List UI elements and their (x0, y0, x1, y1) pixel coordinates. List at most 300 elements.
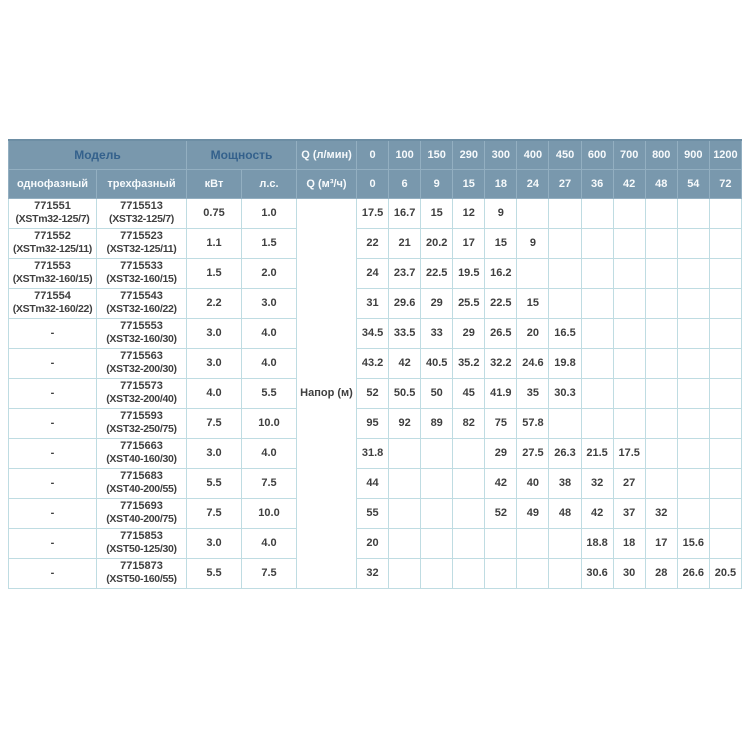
model-name: (XST40-160/30) (106, 453, 177, 465)
hp-cell: 1.5 (242, 228, 297, 258)
kw-cell: 5.5 (187, 468, 242, 498)
hp-cell: 7.5 (242, 468, 297, 498)
head-value-cell: 32.2 (485, 348, 517, 378)
model-code: 7715573 (120, 380, 163, 392)
header-row-sub (9, 169, 742, 198)
model-code: 771551 (34, 200, 71, 212)
model-name: (XST50-125/30) (106, 543, 177, 555)
model-name: (XST50-160/55) (106, 573, 177, 585)
kw-header: кВт (187, 169, 242, 198)
head-value-cell (581, 378, 613, 408)
q-lmin-value-cell: 100 (389, 140, 421, 169)
model-code: - (50, 476, 55, 489)
head-value-cell: 20 (357, 528, 389, 558)
pump-spec-table (8, 139, 742, 589)
head-value-cell (389, 438, 421, 468)
three-phase-header: трехфазный (97, 169, 187, 198)
model-code: 7715533 (120, 260, 163, 272)
head-value-cell (581, 228, 613, 258)
head-value-cell (581, 318, 613, 348)
head-value-cell (517, 528, 549, 558)
head-value-cell (453, 558, 485, 588)
model-code: 771552 (34, 230, 71, 242)
table-row (9, 408, 742, 438)
single-phase-cell (9, 558, 97, 588)
head-value-cell (453, 468, 485, 498)
q-lmin-header: Q (л/мин) (297, 140, 357, 169)
single-phase-cell (9, 288, 97, 318)
model-name: (XST32-200/40) (106, 393, 177, 405)
hp-cell: 7.5 (242, 558, 297, 588)
head-value-cell (549, 528, 581, 558)
head-value-cell (613, 228, 645, 258)
model-name: (XST32-200/30) (106, 363, 177, 375)
head-value-cell (709, 408, 741, 438)
head-value-cell: 32 (357, 558, 389, 588)
head-value-cell: 26.3 (549, 438, 581, 468)
table-row (9, 558, 742, 588)
single-phase-cell (9, 528, 97, 558)
head-value-cell (389, 528, 421, 558)
table-row (9, 288, 742, 318)
head-value-cell: 29.6 (389, 288, 421, 318)
hp-cell: 4.0 (242, 318, 297, 348)
head-value-cell: 15.6 (677, 528, 709, 558)
head-value-cell: 25.5 (453, 288, 485, 318)
head-value-cell: 38 (549, 468, 581, 498)
head-value-cell: 42 (581, 498, 613, 528)
q-m3h-value-cell: 24 (517, 169, 549, 198)
model-code: - (50, 566, 55, 579)
model-name: (XSTm32-160/22) (12, 303, 93, 315)
head-value-cell: 20.2 (421, 228, 453, 258)
head-value-cell: 28 (645, 558, 677, 588)
head-value-cell (421, 468, 453, 498)
table-row (9, 228, 742, 258)
head-value-cell: 21.5 (581, 438, 613, 468)
head-value-cell: 37 (613, 498, 645, 528)
model-code: - (50, 356, 55, 369)
model-code: 7715523 (120, 230, 163, 242)
head-label-cell: Напор (м) (297, 198, 357, 588)
single-phase-cell (9, 498, 97, 528)
head-value-cell (613, 408, 645, 438)
kw-cell: 3.0 (187, 348, 242, 378)
model-name: (XST32-125/7) (109, 213, 174, 225)
head-value-cell (613, 258, 645, 288)
head-value-cell: 15 (517, 288, 549, 318)
head-value-cell: 40 (517, 468, 549, 498)
head-value-cell: 19.5 (453, 258, 485, 288)
kw-cell: 1.5 (187, 258, 242, 288)
head-value-cell (613, 318, 645, 348)
single-phase-cell (9, 348, 97, 378)
head-value-cell (645, 348, 677, 378)
head-value-cell (517, 258, 549, 288)
hp-cell: 4.0 (242, 528, 297, 558)
head-value-cell (389, 558, 421, 588)
head-value-cell: 35.2 (453, 348, 485, 378)
table-row (9, 438, 742, 468)
table-row (9, 528, 742, 558)
head-value-cell (645, 288, 677, 318)
head-value-cell (645, 318, 677, 348)
three-phase-cell (97, 318, 187, 348)
head-value-cell (645, 438, 677, 468)
model-code: 7715683 (120, 470, 163, 482)
head-value-cell: 15 (485, 228, 517, 258)
head-value-cell (709, 258, 741, 288)
three-phase-cell (97, 408, 187, 438)
header-row-groups (9, 140, 742, 169)
head-value-cell: 16.7 (389, 198, 421, 228)
single-phase-cell (9, 378, 97, 408)
kw-cell: 1.1 (187, 228, 242, 258)
head-value-cell: 30.6 (581, 558, 613, 588)
table-body (9, 198, 742, 588)
hp-cell: 4.0 (242, 348, 297, 378)
head-value-cell: 42 (485, 468, 517, 498)
q-m3h-value-cell: 6 (389, 169, 421, 198)
three-phase-cell (97, 288, 187, 318)
head-value-cell (677, 228, 709, 258)
head-value-cell (677, 258, 709, 288)
single-phase-header: однофазный (9, 169, 97, 198)
head-value-cell (549, 408, 581, 438)
kw-cell: 3.0 (187, 318, 242, 348)
head-value-cell (709, 438, 741, 468)
model-group-header: Модель (9, 140, 187, 169)
model-name: (XSTm32-160/15) (12, 273, 93, 285)
head-value-cell: 48 (549, 498, 581, 528)
kw-cell: 3.0 (187, 438, 242, 468)
q-lmin-value-cell: 0 (357, 140, 389, 169)
head-value-cell (453, 528, 485, 558)
head-value-cell: 50 (421, 378, 453, 408)
head-value-cell: 24 (357, 258, 389, 288)
head-value-cell: 24.6 (517, 348, 549, 378)
model-code: 7715663 (120, 440, 163, 452)
head-value-cell: 32 (581, 468, 613, 498)
table-row (9, 198, 742, 228)
head-value-cell (709, 288, 741, 318)
head-value-cell (677, 378, 709, 408)
head-value-cell (677, 408, 709, 438)
head-value-cell: 27 (613, 468, 645, 498)
head-value-cell (677, 318, 709, 348)
head-value-cell: 17 (453, 228, 485, 258)
head-value-cell (453, 498, 485, 528)
table-row (9, 378, 742, 408)
model-code: - (50, 416, 55, 429)
head-value-cell (549, 228, 581, 258)
q-m3h-value-cell: 18 (485, 169, 517, 198)
head-value-cell: 29 (453, 318, 485, 348)
hp-cell: 2.0 (242, 258, 297, 288)
head-value-cell: 30.3 (549, 378, 581, 408)
model-name: (XST40-200/75) (106, 513, 177, 525)
model-code: - (50, 506, 55, 519)
head-value-cell: 32 (645, 498, 677, 528)
head-value-cell (709, 318, 741, 348)
q-lmin-value-cell: 450 (549, 140, 581, 169)
q-m3h-value-cell: 15 (453, 169, 485, 198)
head-value-cell: 44 (357, 468, 389, 498)
kw-cell: 2.2 (187, 288, 242, 318)
head-value-cell: 22.5 (485, 288, 517, 318)
head-value-cell: 82 (453, 408, 485, 438)
model-code: 7715553 (120, 320, 163, 332)
model-code: 7715513 (120, 200, 163, 212)
q-m3h-value-cell: 72 (709, 169, 741, 198)
head-value-cell: 31.8 (357, 438, 389, 468)
head-value-cell: 30 (613, 558, 645, 588)
hp-cell: 1.0 (242, 198, 297, 228)
head-value-cell (613, 198, 645, 228)
three-phase-cell (97, 258, 187, 288)
q-m3h-header: Q (м³/ч) (297, 169, 357, 198)
model-name: (XST32-125/11) (106, 243, 177, 255)
head-value-cell: 12 (453, 198, 485, 228)
head-value-cell: 31 (357, 288, 389, 318)
head-value-cell (581, 348, 613, 378)
kw-cell: 0.75 (187, 198, 242, 228)
three-phase-cell (97, 228, 187, 258)
hp-cell: 5.5 (242, 378, 297, 408)
q-m3h-value-cell: 0 (357, 169, 389, 198)
kw-cell: 5.5 (187, 558, 242, 588)
q-lmin-value-cell: 290 (453, 140, 485, 169)
head-value-cell (645, 468, 677, 498)
head-value-cell: 9 (485, 198, 517, 228)
head-value-cell (517, 558, 549, 588)
single-phase-cell (9, 408, 97, 438)
model-code: 7715693 (120, 500, 163, 512)
head-value-cell (677, 498, 709, 528)
model-name: (XST32-160/30) (106, 333, 177, 345)
q-lmin-value-cell: 700 (613, 140, 645, 169)
head-value-cell (709, 228, 741, 258)
kw-cell: 7.5 (187, 408, 242, 438)
head-value-cell: 18 (613, 528, 645, 558)
head-value-cell: 29 (485, 438, 517, 468)
model-name: (XST32-160/15) (106, 273, 177, 285)
three-phase-cell (97, 558, 187, 588)
model-code: - (50, 536, 55, 549)
head-value-cell: 29 (421, 288, 453, 318)
head-value-cell: 35 (517, 378, 549, 408)
single-phase-cell (9, 228, 97, 258)
hp-cell: 10.0 (242, 498, 297, 528)
model-code: - (50, 386, 55, 399)
head-value-cell (645, 198, 677, 228)
single-phase-cell (9, 468, 97, 498)
kw-cell: 3.0 (187, 528, 242, 558)
model-name: (XSTm32-125/11) (13, 243, 92, 255)
head-value-cell (613, 348, 645, 378)
head-value-cell: 52 (357, 378, 389, 408)
head-value-cell (549, 198, 581, 228)
head-value-cell: 20 (517, 318, 549, 348)
head-value-cell (581, 258, 613, 288)
head-value-cell: 55 (357, 498, 389, 528)
head-value-cell (581, 198, 613, 228)
head-value-cell (645, 408, 677, 438)
model-code: 7715563 (120, 350, 163, 362)
head-value-cell: 17.5 (357, 198, 389, 228)
three-phase-cell (97, 498, 187, 528)
q-lmin-value-cell: 400 (517, 140, 549, 169)
head-value-cell: 22 (357, 228, 389, 258)
head-value-cell (389, 498, 421, 528)
head-value-cell: 34.5 (357, 318, 389, 348)
head-value-cell (709, 528, 741, 558)
table-row (9, 318, 742, 348)
head-value-cell (709, 498, 741, 528)
head-value-cell (613, 288, 645, 318)
table-row (9, 258, 742, 288)
head-value-cell (709, 378, 741, 408)
head-value-cell (613, 378, 645, 408)
three-phase-cell (97, 528, 187, 558)
head-value-cell (549, 258, 581, 288)
q-lmin-value-cell: 900 (677, 140, 709, 169)
head-value-cell: 57.8 (517, 408, 549, 438)
q-lmin-value-cell: 600 (581, 140, 613, 169)
head-value-cell (421, 438, 453, 468)
head-value-cell: 19.8 (549, 348, 581, 378)
q-m3h-value-cell: 42 (613, 169, 645, 198)
head-value-cell (453, 438, 485, 468)
model-code: 771554 (34, 290, 71, 302)
head-value-cell (645, 228, 677, 258)
hp-cell: 3.0 (242, 288, 297, 318)
head-value-cell (549, 558, 581, 588)
model-name: (XSTm32-125/7) (15, 213, 90, 225)
q-lmin-value-cell: 1200 (709, 140, 741, 169)
single-phase-cell (9, 438, 97, 468)
head-value-cell (645, 258, 677, 288)
head-value-cell: 23.7 (389, 258, 421, 288)
model-code: 7715853 (120, 530, 163, 542)
head-value-cell: 75 (485, 408, 517, 438)
head-value-cell: 27.5 (517, 438, 549, 468)
hp-header: л.с. (242, 169, 297, 198)
head-value-cell (581, 288, 613, 318)
head-value-cell: 20.5 (709, 558, 741, 588)
head-value-cell: 95 (357, 408, 389, 438)
model-code: 7715593 (120, 410, 163, 422)
q-m3h-value-cell: 36 (581, 169, 613, 198)
head-value-cell: 16.5 (549, 318, 581, 348)
head-value-cell (421, 558, 453, 588)
head-value-cell (485, 528, 517, 558)
head-value-cell (709, 468, 741, 498)
hp-cell: 10.0 (242, 408, 297, 438)
head-value-cell: 33.5 (389, 318, 421, 348)
kw-cell: 7.5 (187, 498, 242, 528)
head-value-cell: 43.2 (357, 348, 389, 378)
power-group-header: Мощность (187, 140, 297, 169)
head-value-cell: 17 (645, 528, 677, 558)
model-code: - (50, 326, 55, 339)
head-value-cell (677, 348, 709, 378)
head-value-cell: 18.8 (581, 528, 613, 558)
three-phase-cell (97, 348, 187, 378)
q-m3h-value-cell: 54 (677, 169, 709, 198)
head-value-cell (709, 348, 741, 378)
head-value-cell: 16.2 (485, 258, 517, 288)
q-m3h-value-cell: 48 (645, 169, 677, 198)
head-value-cell: 9 (517, 228, 549, 258)
three-phase-cell (97, 198, 187, 228)
single-phase-cell (9, 198, 97, 228)
q-lmin-value-cell: 300 (485, 140, 517, 169)
model-code: 771553 (34, 260, 71, 272)
spec-table (8, 139, 742, 589)
head-value-cell: 33 (421, 318, 453, 348)
table-row (9, 498, 742, 528)
head-value-cell: 52 (485, 498, 517, 528)
head-value-cell: 40.5 (421, 348, 453, 378)
head-value-cell (677, 198, 709, 228)
q-m3h-value-cell: 9 (421, 169, 453, 198)
model-code: - (50, 446, 55, 459)
head-value-cell: 92 (389, 408, 421, 438)
head-value-cell: 26.5 (485, 318, 517, 348)
three-phase-cell (97, 438, 187, 468)
table-header (9, 140, 742, 198)
single-phase-cell (9, 258, 97, 288)
head-value-cell: 41.9 (485, 378, 517, 408)
head-value-cell (389, 468, 421, 498)
head-value-cell (709, 198, 741, 228)
head-value-cell: 89 (421, 408, 453, 438)
q-lmin-value-cell: 800 (645, 140, 677, 169)
head-value-cell (677, 468, 709, 498)
head-value-cell: 15 (421, 198, 453, 228)
head-value-cell (549, 288, 581, 318)
head-value-cell (581, 408, 613, 438)
model-name: (XST32-250/75) (106, 423, 177, 435)
head-value-cell (421, 498, 453, 528)
kw-cell: 4.0 (187, 378, 242, 408)
model-code: 7715873 (120, 560, 163, 572)
q-lmin-value-cell: 150 (421, 140, 453, 169)
head-value-cell (517, 198, 549, 228)
head-value-cell (677, 288, 709, 318)
head-value-cell (677, 438, 709, 468)
model-name: (XST40-200/55) (106, 483, 177, 495)
q-m3h-value-cell: 27 (549, 169, 581, 198)
head-value-cell: 49 (517, 498, 549, 528)
head-value-cell: 50.5 (389, 378, 421, 408)
table-row (9, 468, 742, 498)
head-value-cell: 22.5 (421, 258, 453, 288)
table-row (9, 348, 742, 378)
three-phase-cell (97, 468, 187, 498)
head-value-cell: 17.5 (613, 438, 645, 468)
head-value-cell (485, 558, 517, 588)
head-value-cell (421, 528, 453, 558)
single-phase-cell (9, 318, 97, 348)
head-value-cell: 45 (453, 378, 485, 408)
three-phase-cell (97, 378, 187, 408)
model-name: (XST32-160/22) (106, 303, 177, 315)
head-value-cell (645, 378, 677, 408)
head-value-cell: 26.6 (677, 558, 709, 588)
head-value-cell: 42 (389, 348, 421, 378)
